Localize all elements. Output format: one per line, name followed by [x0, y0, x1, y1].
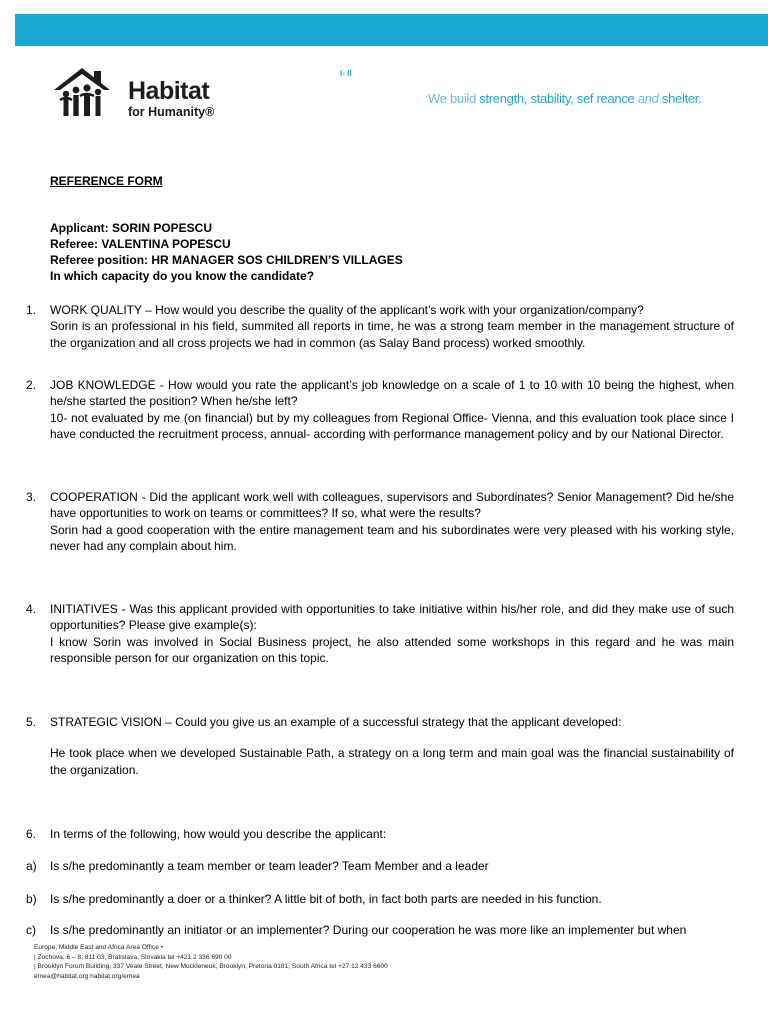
- question-5: [26, 714, 734, 778]
- question-number: 6.: [26, 827, 37, 841]
- question-number: 5.: [26, 715, 37, 729]
- footer-line-2: | Zochova, 6 – 8, 811 03, Bratislava, Slovakia tel +421 2 336 690 00: [34, 953, 232, 961]
- question-text: COOPERATION - Did the applicant work well with colleagues, supervisors and Subordinates? Senior Management? Did he/she have opportunities to work on teams or committees? If so, what were the results?: [50, 490, 734, 521]
- footer-line-3: | Brooklyn Forum Building, 337 Veale Street, New Muckleneuk, Brooklyn, Pretoria 0181, South Africa tel +27 12 433 6600: [34, 963, 388, 971]
- referee-line: Referee: VALENTINA POPESCU: [50, 237, 231, 251]
- question-text: INITIATIVES - Was this applicant provided with opportunities to take initiative within his/her role, and did they make use of such opportunities? Please give example(s):: [50, 602, 734, 633]
- answer-text: Sorin had a good cooperation with the entire management team and his subordinates were very pleased with his working style, never had any complain about him.: [50, 522, 734, 553]
- question-number: 4.: [26, 602, 37, 616]
- header-band: [15, 14, 768, 46]
- footer-line-1: Europe, Middle East and Africa Area Office •: [34, 944, 164, 951]
- tagline-part-5: and: [637, 91, 662, 106]
- question-6: [26, 826, 734, 842]
- footer-address: [34, 943, 388, 981]
- question-3: [26, 489, 734, 554]
- sub-item-letter: c): [26, 923, 36, 937]
- question-2: [26, 377, 734, 442]
- question-text: STRATEGIC VISION – Could you give us an example of a successful strategy that the applicant developed:: [50, 715, 622, 729]
- question-text: JOB KNOWLEDGE - How would you rate the applicant’s job knowledge on a scale of 1 to 10 with 10 being the highest, when he/she started the position? When he/she left?: [50, 378, 734, 409]
- logo-name: Habitat: [128, 77, 210, 105]
- question-number: 3.: [26, 490, 37, 504]
- question-1: [26, 302, 734, 351]
- logo-subtitle: for Humanity®: [128, 105, 215, 119]
- header-marker: I- II: [340, 69, 352, 78]
- question-4: [26, 601, 734, 666]
- answer-text: I know Sorin was involved in Social Business project, he also attended some workshops in this regard and he was main responsible person for our organization on this topic.: [50, 634, 734, 665]
- footer-line-4: emea@habitat.org habitat.org/emea: [34, 972, 140, 980]
- sub-item-text: Is s/he predominantly an initiator or an implementer? During our cooperation he was more like an implementer but when: [50, 923, 687, 937]
- sub-item-a: [26, 858, 734, 874]
- habitat-house-icon: [52, 66, 126, 122]
- answer-text: 10- not evaluated by me (on financial) but by my colleagues from Regional Office- Vienna, and this evaluation took place since I have conducted the recruitment process, annual- according with performance management policy and by our National Director.: [50, 410, 734, 441]
- sub-item-c: [26, 922, 734, 938]
- applicant-line: Applicant: SORIN POPESCU: [50, 221, 213, 235]
- sub-item-text: Is s/he predominantly a team member or team leader? Team Member and a leader: [50, 859, 489, 873]
- sub-item-letter: b): [26, 892, 37, 906]
- tagline-part-3: f re: [589, 91, 608, 106]
- referee-position-line: Referee position: HR MANAGER SOS CHILDREN’S VILLAGES: [50, 253, 403, 267]
- tagline-part-2: strength, stability, se: [479, 91, 590, 106]
- tagline-part-6: shelter.: [661, 91, 702, 106]
- form-title: REFERENCE FORM: [50, 174, 163, 188]
- habitat-logo: [52, 66, 232, 122]
- tagline: [428, 91, 701, 106]
- question-text: WORK QUALITY – How would you describe the quality of the applicant’s work with your organization/company?: [50, 303, 644, 317]
- sub-item-b: [26, 891, 734, 907]
- sub-item-text: Is s/he predominantly a doer or a thinker? A little bit of both, in fact both parts are needed in his function.: [50, 892, 602, 906]
- sub-item-letter: a): [26, 859, 37, 873]
- answer-text: He took place when we developed Sustainable Path, a strategy on a long term and main goal was the financial sustainability of the organization.: [50, 746, 734, 777]
- question-number: 1.: [26, 303, 37, 317]
- answer-text: Sorin is an professional in his field, summited all reports in time, he was a strong team member in the management structure of the organization and all cross projects we had in common (as Salay Band process) worked smoothly.: [50, 319, 734, 350]
- question-text: In terms of the following, how would you describe the applicant:: [50, 827, 387, 841]
- tagline-part-4: ance: [607, 91, 638, 106]
- capacity-question: In which capacity do you know the candidate?: [50, 269, 315, 283]
- question-number: 2.: [26, 378, 37, 392]
- tagline-part-1: We build: [428, 91, 480, 106]
